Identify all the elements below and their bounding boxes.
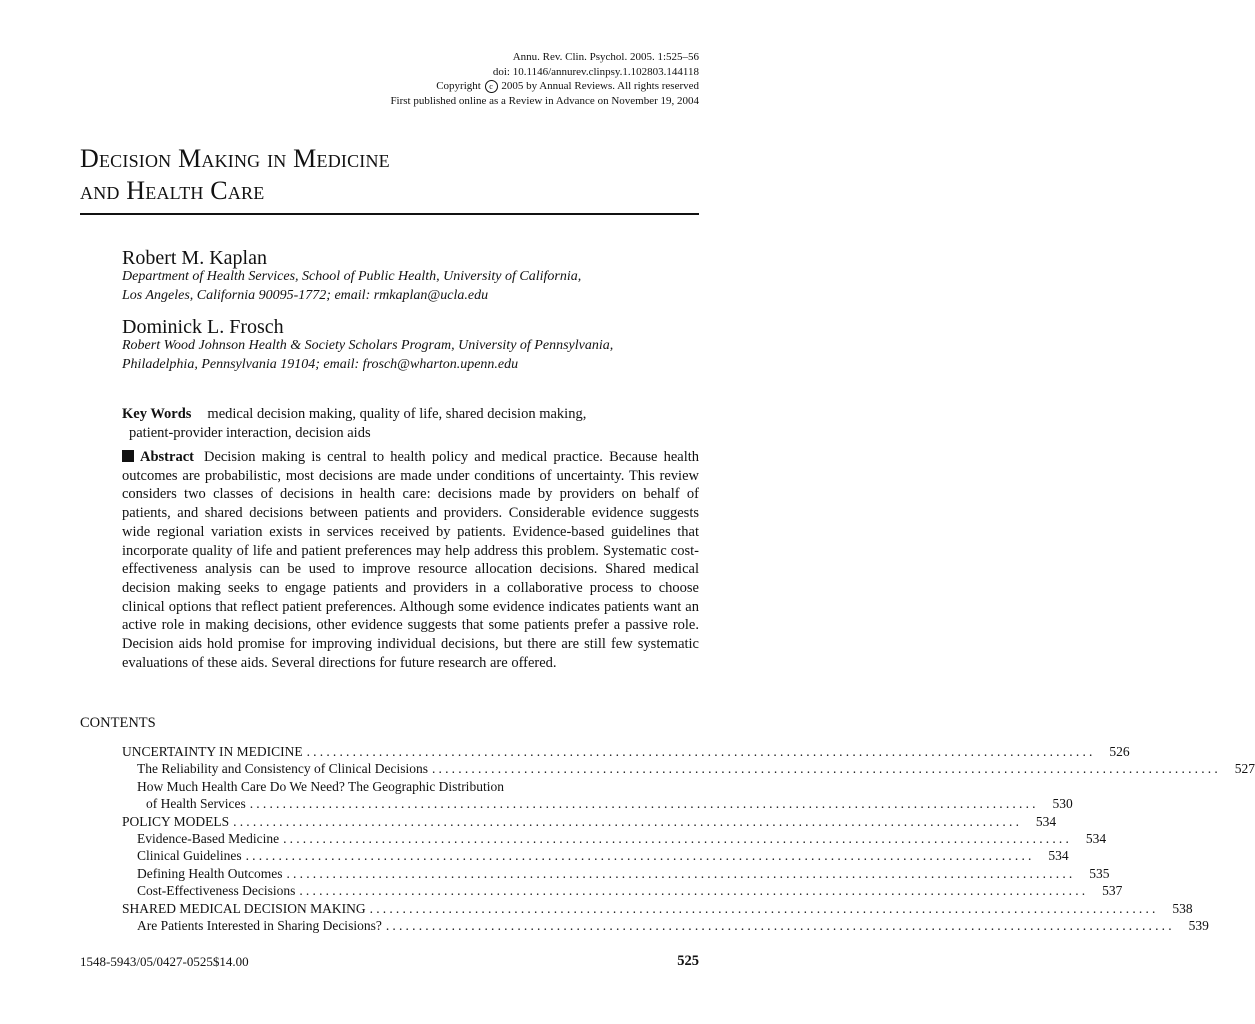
toc-dot-leader: ........................................................................................................................ bbox=[306, 744, 1096, 759]
toc-entry-title: of Health Services bbox=[146, 796, 246, 812]
abstract-label: Abstract bbox=[140, 449, 194, 465]
toc-entry-page: 534 bbox=[1048, 848, 1069, 864]
toc-entry bbox=[122, 865, 1110, 882]
keywords-text: medical decision making, quality of life, shared decision making, bbox=[207, 406, 587, 422]
journal-citation: Annu. Rev. Clin. Psychol. 2005. 1:525–56 bbox=[512, 51, 699, 63]
toc-dot-leader: ........................................................................................................................ bbox=[299, 883, 1089, 899]
toc-entry bbox=[122, 847, 1069, 864]
doi-line: doi: 10.1146/annurev.clinpsy.1.102803.144118 bbox=[492, 65, 699, 78]
toc-entry bbox=[122, 882, 1123, 899]
toc-dot-leader: ........................................................................................................................ bbox=[249, 796, 1039, 812]
affiliation-line: Los Angeles, California 90095-1772; email: rmkaplan@ucla.edu bbox=[122, 287, 489, 303]
toc-dot-leader: ........................................................................................................................ bbox=[283, 830, 1073, 846]
toc-entry-title: Evidence-Based Medicine bbox=[137, 830, 280, 846]
article-title bbox=[80, 143, 700, 207]
toc-entry bbox=[122, 743, 1130, 760]
toc-entry-page: 537 bbox=[1102, 883, 1123, 899]
title-rule bbox=[80, 213, 699, 215]
toc-dot-leader: ........................................................................................................................ bbox=[286, 865, 1076, 881]
toc-entry bbox=[122, 917, 1209, 934]
toc-entry-title: UNCERTAINTY IN MEDICINE bbox=[122, 744, 303, 759]
toc-entry-title: How Much Health Care Do We Need? The Geographic Distribution bbox=[137, 778, 504, 794]
toc-dot-leader: ........................................................................................................................ bbox=[369, 900, 1159, 916]
toc-entry-page: 526 bbox=[1109, 744, 1130, 759]
toc-entry-title: The Reliability and Consistency of Clinical Decisions bbox=[137, 761, 428, 777]
copyright-prefix: Copyright bbox=[436, 80, 481, 92]
publication-header bbox=[179, 50, 699, 108]
toc-entry-page: 535 bbox=[1089, 865, 1110, 881]
published-line: First published online as a Review in Advance on November 19, 2004 bbox=[390, 94, 699, 107]
toc-entry bbox=[122, 778, 700, 795]
toc-dot-leader: ........................................................................................................................ bbox=[245, 848, 1035, 864]
toc-entry-title: POLICY MODELS bbox=[122, 813, 230, 829]
copyright-suffix: 2005 by Annual Reviews. All rights reserved bbox=[501, 80, 699, 92]
copyright-icon: c bbox=[485, 80, 498, 93]
toc-entry-page: 538 bbox=[1172, 900, 1193, 916]
toc-entry bbox=[122, 830, 1107, 847]
toc-dot-leader: ........................................................................................................................ bbox=[233, 813, 1023, 829]
toc-entry-page: 534 bbox=[1035, 813, 1057, 829]
author-affiliation bbox=[122, 268, 712, 305]
keywords-text-continued: patient-provider interaction, decision aids bbox=[129, 425, 371, 441]
affiliation-line: Department of Health Services, School of Public Health, University of California, bbox=[122, 269, 582, 284]
toc-entry-title: SHARED MEDICAL DECISION MAKING bbox=[122, 900, 366, 916]
author-name: Robert M. Kaplan bbox=[122, 247, 267, 269]
toc-entry-title: Clinical Guidelines bbox=[137, 848, 242, 864]
author-affiliation bbox=[122, 337, 712, 374]
footer-price-code: 1548-5943/05/0427-0525$14.00 bbox=[80, 954, 249, 969]
toc-dot-leader: ........................................................................................................................ bbox=[385, 917, 1175, 933]
author-name: Dominick L. Frosch bbox=[122, 316, 284, 338]
toc-entry-title: Cost-Effectiveness Decisions bbox=[137, 883, 296, 899]
toc-entry-title: Are Patients Interested in Sharing Decisions? bbox=[137, 917, 382, 933]
toc-entry-page: 534 bbox=[1085, 830, 1107, 846]
contents-heading: CONTENTS bbox=[80, 715, 156, 731]
title-line-1: Decision Making in Medicine bbox=[80, 144, 390, 173]
keywords-label: Key Words bbox=[122, 406, 192, 422]
toc-entry bbox=[122, 795, 1073, 812]
abstract-text: Decision making is central to health policy and medical practice. Because health outcomes are probabilistic, most decisions are made under conditions of uncertainty. This review considers two classes of decisions in health care: decisions made by providers on behalf of patients, and shared decisions between patients and providers. Considerable evidence suggests wide regional variation exists in services received by patients. Evidence-based guidelines that incorporate quality of life and patient preferences may help address this problem. Systematic cost-effectiveness analysis can be used to improve resource allocation decisions. Shared medical decision making seeks to engage patients and providers in a collaborative process to choose clinical options that reflect patient preferences. Although some evidence indicates patients want an active role in making decisions, other evidence suggests that some patients prefer a passive role. Decision aids hold promise for improving individual decisions, but there are still few systematic evaluations of these aids. Several directions for future research are offered. bbox=[122, 449, 699, 671]
page-number: 525 bbox=[677, 953, 699, 969]
affiliation-line: Philadelphia, Pennsylvania 19104; email: frosch@wharton.upenn.edu bbox=[122, 356, 519, 372]
abstract bbox=[122, 448, 699, 672]
copyright-line bbox=[179, 79, 699, 94]
toc-entry-page: 527 bbox=[1234, 761, 1255, 777]
title-line-2: and Health Care bbox=[80, 176, 265, 205]
toc-entry-page: 539 bbox=[1188, 917, 1209, 933]
toc-entry-title: Defining Health Outcomes bbox=[137, 865, 283, 881]
toc-entry bbox=[122, 760, 1255, 777]
keywords bbox=[122, 405, 702, 443]
toc-entry bbox=[122, 900, 1193, 917]
toc-dot-leader: ........................................................................................................................ bbox=[431, 761, 1221, 777]
toc-entry-page: 530 bbox=[1052, 796, 1073, 812]
table-of-contents bbox=[122, 743, 1255, 934]
affiliation-line: Robert Wood Johnson Health & Society Scholars Program, University of Pennsylvania, bbox=[122, 338, 614, 353]
abstract-square-icon bbox=[122, 450, 134, 462]
toc-entry bbox=[122, 813, 1057, 830]
